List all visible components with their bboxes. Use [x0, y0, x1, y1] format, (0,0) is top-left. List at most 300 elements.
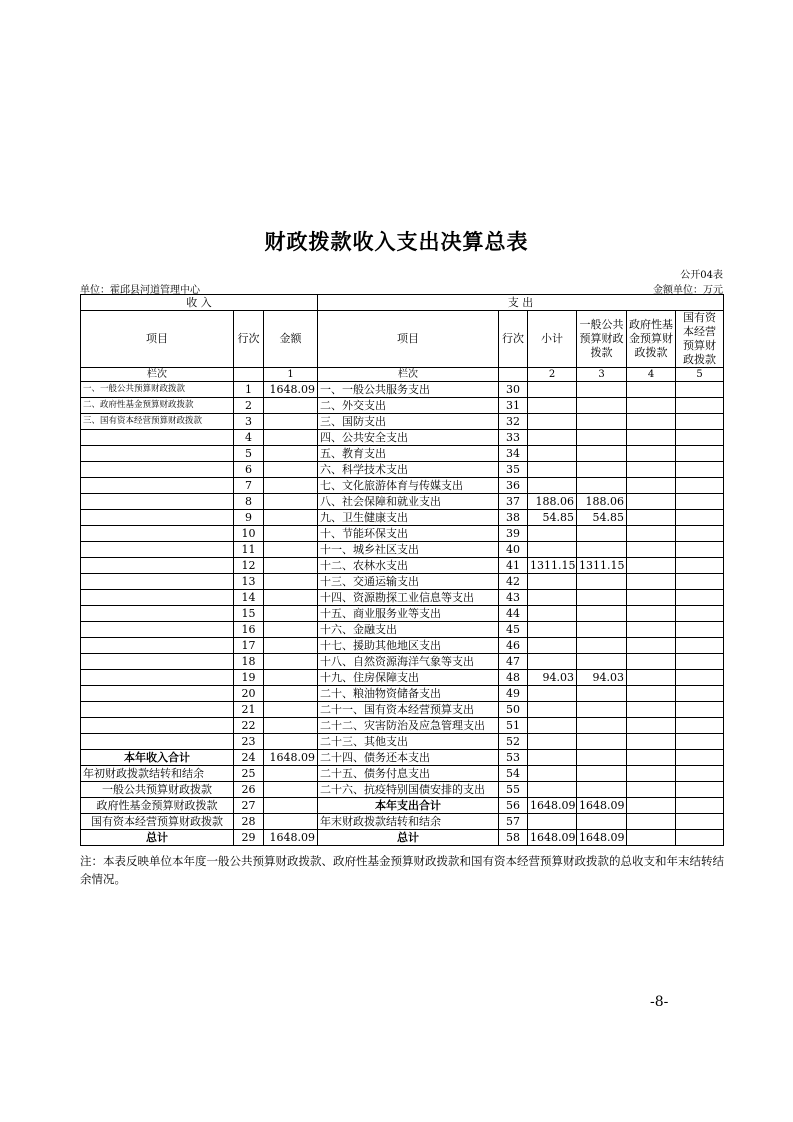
income-line-cell: 12: [234, 558, 264, 574]
subtotal-cell: [528, 686, 577, 702]
expense-item-cell: 十五、商业服务业等支出: [318, 606, 499, 622]
expense-line-cell: 33: [499, 430, 528, 446]
income-item-header: 项目: [81, 311, 234, 368]
general-budget-cell: 188.06: [577, 494, 627, 510]
table-row: [81, 382, 724, 398]
gov-fund-cell: [627, 606, 676, 622]
expense-item-cell: 总计: [318, 830, 499, 846]
income-item-cell: [81, 446, 234, 462]
expense-line-cell: 56: [499, 798, 528, 814]
subtotal-cell: [528, 702, 577, 718]
subtotal-cell: [528, 782, 577, 798]
gov-fund-cell: [627, 430, 676, 446]
gov-fund-cell: [627, 734, 676, 750]
income-line-cell: 4: [234, 430, 264, 446]
gov-fund-cell: [627, 654, 676, 670]
section-header-row: [81, 295, 724, 311]
expense-item-cell: 二十六、抗疫特别国债安排的支出: [318, 782, 499, 798]
general-budget-cell: 1648.09: [577, 798, 627, 814]
income-amount-cell: [264, 702, 318, 718]
income-item-cell: [81, 462, 234, 478]
expense-item-cell: 十二、农林水支出: [318, 558, 499, 574]
income-amount-cell: [264, 398, 318, 414]
expense-line-cell: 58: [499, 830, 528, 846]
income-amount-cell: [264, 574, 318, 590]
subtotal-cell: [528, 526, 577, 542]
state-capital-cell: [676, 382, 724, 398]
expense-item-header: 项目: [318, 311, 499, 368]
income-amount-cell: [264, 478, 318, 494]
general-budget-cell: [577, 542, 627, 558]
income-line-cell: 19: [234, 670, 264, 686]
gov-fund-cell: [627, 414, 676, 430]
state-capital-cell: [676, 670, 724, 686]
state-capital-cell: [676, 558, 724, 574]
expense-item-cell: 二十、粮油物资储备支出: [318, 686, 499, 702]
general-budget-cell: [577, 606, 627, 622]
expense-item-cell: 二十四、债务还本支出: [318, 750, 499, 766]
expense-item-cell: 四、公共安全支出: [318, 430, 499, 446]
expense-line-cell: 45: [499, 622, 528, 638]
gov-fund-cell: [627, 590, 676, 606]
table-row: [81, 430, 724, 446]
income-amount-header: 金额: [264, 311, 318, 368]
expense-item-cell: 十、节能环保支出: [318, 526, 499, 542]
general-budget-cell: [577, 382, 627, 398]
table-row: [81, 750, 724, 766]
state-capital-cell: [676, 462, 724, 478]
subtotal-cell: 1648.09: [528, 798, 577, 814]
income-item-cell: [81, 702, 234, 718]
expense-item-cell: 年末财政拨款结转和结余: [318, 814, 499, 830]
income-item-cell: [81, 478, 234, 494]
table-row: [81, 574, 724, 590]
income-item-cell: 本年收入合计: [81, 750, 234, 766]
income-item-cell: [81, 494, 234, 510]
income-amount-cell: [264, 526, 318, 542]
column-label: 栏次: [81, 368, 234, 382]
general-budget-cell: 54.85: [577, 510, 627, 526]
expense-section-header: 支 出: [318, 295, 724, 311]
subtotal-cell: 94.03: [528, 670, 577, 686]
income-item-cell: [81, 558, 234, 574]
general-budget-cell: [577, 414, 627, 430]
table-row: [81, 558, 724, 574]
column-number-row: [81, 368, 724, 382]
income-item-cell: 政府性基金预算财政拨款: [81, 798, 234, 814]
expense-line-cell: 49: [499, 686, 528, 702]
gov-fund-cell: [627, 798, 676, 814]
gov-fund-cell: [627, 766, 676, 782]
income-item-cell: [81, 542, 234, 558]
gov-fund-cell: [627, 558, 676, 574]
income-line-cell: 1: [234, 382, 264, 398]
subtotal-cell: 188.06: [528, 494, 577, 510]
subtotal-cell: [528, 606, 577, 622]
income-line-cell: 11: [234, 542, 264, 558]
general-budget-cell: [577, 734, 627, 750]
table-row: [81, 622, 724, 638]
expense-line-cell: 57: [499, 814, 528, 830]
gov-fund-cell: [627, 526, 676, 542]
expense-line-cell: 55: [499, 782, 528, 798]
table-row: [81, 638, 724, 654]
subtotal-cell: [528, 574, 577, 590]
state-capital-cell: [676, 414, 724, 430]
table-row: [81, 462, 724, 478]
table-row: [81, 654, 724, 670]
subtotal-cell: [528, 734, 577, 750]
state-capital-cell: [676, 590, 724, 606]
subtotal-cell: [528, 446, 577, 462]
income-item-cell: 总计: [81, 830, 234, 846]
expense-item-cell: 二十五、债务付息支出: [318, 766, 499, 782]
general-budget-cell: 1648.09: [577, 830, 627, 846]
income-item-cell: 年初财政拨款结转和结余: [81, 766, 234, 782]
income-line-cell: 27: [234, 798, 264, 814]
income-item-cell: [81, 606, 234, 622]
gov-fund-cell: [627, 462, 676, 478]
income-line-cell: 25: [234, 766, 264, 782]
subtotal-cell: [528, 398, 577, 414]
income-line-cell: 26: [234, 782, 264, 798]
income-amount-cell: [264, 462, 318, 478]
income-amount-cell: [264, 654, 318, 670]
gov-fund-cell: [627, 622, 676, 638]
gov-fund-cell: [627, 814, 676, 830]
column-number-blank: [499, 368, 528, 382]
income-item-cell: [81, 654, 234, 670]
subtotal-cell: [528, 718, 577, 734]
expense-line-cell: 51: [499, 718, 528, 734]
expense-item-cell: 二、外交支出: [318, 398, 499, 414]
gov-fund-cell: [627, 638, 676, 654]
expense-item-cell: 六、科学技术支出: [318, 462, 499, 478]
general-budget-cell: [577, 398, 627, 414]
income-amount-cell: [264, 446, 318, 462]
expense-line-cell: 50: [499, 702, 528, 718]
page-title: 财政拨款收入支出决算总表: [264, 230, 529, 254]
income-amount-cell: [264, 686, 318, 702]
table-row: [81, 510, 724, 526]
income-line-cell: 8: [234, 494, 264, 510]
subtotal-header: 小计: [528, 311, 577, 368]
expense-line-cell: 37: [499, 494, 528, 510]
subtotal-cell: 1648.09: [528, 830, 577, 846]
income-section-header: 收 入: [81, 295, 318, 311]
column-header-row: [81, 311, 724, 368]
subtotal-cell: 54.85: [528, 510, 577, 526]
table-note: 注：本表反映单位本年度一般公共预算财政拨款、政府性基金预算财政拨款和国有资本经营预算财政拨款的总收支和年末结转结余情况。: [80, 854, 724, 886]
expense-item-cell: 五、教育支出: [318, 446, 499, 462]
subtotal-cell: [528, 430, 577, 446]
gov-fund-cell: [627, 782, 676, 798]
expense-line-cell: 52: [499, 734, 528, 750]
expense-item-cell: 十六、金融支出: [318, 622, 499, 638]
subtotal-cell: [528, 654, 577, 670]
income-amount-cell: 1648.09: [264, 830, 318, 846]
expense-line-cell: 44: [499, 606, 528, 622]
gov-fund-cell: [627, 398, 676, 414]
subtotal-cell: [528, 382, 577, 398]
general-budget-header: 一般公共预算财政拨款: [577, 311, 627, 368]
expense-line-cell: 34: [499, 446, 528, 462]
income-line-cell: 6: [234, 462, 264, 478]
state-capital-cell: [676, 574, 724, 590]
income-amount-cell: [264, 622, 318, 638]
income-line-cell: 17: [234, 638, 264, 654]
general-budget-cell: 1311.15: [577, 558, 627, 574]
subtotal-cell: [528, 622, 577, 638]
income-line-cell: 29: [234, 830, 264, 846]
subtotal-cell: [528, 814, 577, 830]
state-capital-cell: [676, 510, 724, 526]
income-amount-cell: 1648.09: [264, 750, 318, 766]
general-budget-cell: [577, 782, 627, 798]
state-capital-cell: [676, 734, 724, 750]
general-budget-cell: [577, 446, 627, 462]
table-row: [81, 606, 724, 622]
general-budget-cell: [577, 574, 627, 590]
income-line-cell: 13: [234, 574, 264, 590]
state-capital-cell: [676, 798, 724, 814]
table-row: [81, 782, 724, 798]
table-row: [81, 670, 724, 686]
income-item-cell: [81, 638, 234, 654]
gov-fund-cell: [627, 830, 676, 846]
expense-item-cell: 九、卫生健康支出: [318, 510, 499, 526]
income-line-cell: 2: [234, 398, 264, 414]
income-line-header: 行次: [234, 311, 264, 368]
state-capital-cell: [676, 494, 724, 510]
column-number-5: 5: [676, 368, 724, 382]
income-item-cell: [81, 510, 234, 526]
subtotal-cell: [528, 638, 577, 654]
expense-item-cell: 二十一、国有资本经营预算支出: [318, 702, 499, 718]
state-capital-cell: [676, 430, 724, 446]
income-amount-cell: [264, 542, 318, 558]
general-budget-cell: [577, 462, 627, 478]
income-amount-cell: [264, 638, 318, 654]
income-line-cell: 20: [234, 686, 264, 702]
state-capital-cell: [676, 638, 724, 654]
income-item-cell: [81, 574, 234, 590]
state-capital-cell: [676, 702, 724, 718]
state-capital-cell: [676, 622, 724, 638]
general-budget-cell: [577, 766, 627, 782]
income-amount-cell: 1648.09: [264, 382, 318, 398]
state-capital-cell: [676, 606, 724, 622]
subtotal-cell: [528, 750, 577, 766]
income-item-cell: [81, 526, 234, 542]
subtotal-cell: [528, 462, 577, 478]
state-capital-cell: [676, 446, 724, 462]
general-budget-cell: [577, 814, 627, 830]
expense-item-cell: 七、文化旅游体育与传媒支出: [318, 478, 499, 494]
page-number: -8-: [650, 994, 669, 1010]
general-budget-cell: [577, 430, 627, 446]
general-budget-cell: [577, 702, 627, 718]
table-row: [81, 398, 724, 414]
gov-fund-cell: [627, 718, 676, 734]
column-number-blank: [234, 368, 264, 382]
general-budget-cell: [577, 750, 627, 766]
state-capital-cell: [676, 782, 724, 798]
column-number-4: 4: [627, 368, 676, 382]
general-budget-cell: [577, 654, 627, 670]
general-budget-cell: [577, 478, 627, 494]
expense-line-cell: 42: [499, 574, 528, 590]
table-row: [81, 798, 724, 814]
income-amount-cell: [264, 590, 318, 606]
expense-line-cell: 38: [499, 510, 528, 526]
gov-fund-cell: [627, 750, 676, 766]
subtotal-cell: [528, 542, 577, 558]
gov-fund-cell: [627, 702, 676, 718]
expense-item-cell: 三、国防支出: [318, 414, 499, 430]
gov-fund-cell: [627, 510, 676, 526]
table-row: [81, 478, 724, 494]
table-row: [81, 686, 724, 702]
form-code: 公开04表: [680, 270, 723, 281]
income-line-cell: 7: [234, 478, 264, 494]
state-capital-header: 国有资本经营预算财政拨款: [676, 311, 724, 368]
income-amount-cell: [264, 430, 318, 446]
income-item-cell: [81, 430, 234, 446]
expense-item-cell: 十七、援助其他地区支出: [318, 638, 499, 654]
table-row: [81, 446, 724, 462]
gov-fund-cell: [627, 574, 676, 590]
state-capital-cell: [676, 542, 724, 558]
income-line-cell: 22: [234, 718, 264, 734]
column-label-2: 栏次: [318, 368, 499, 382]
income-item-cell: [81, 686, 234, 702]
income-amount-cell: [264, 670, 318, 686]
income-line-cell: 5: [234, 446, 264, 462]
expense-line-cell: 36: [499, 478, 528, 494]
general-budget-cell: [577, 622, 627, 638]
table-row: [81, 542, 724, 558]
expense-item-cell: 十八、自然资源海洋气象等支出: [318, 654, 499, 670]
income-line-cell: 24: [234, 750, 264, 766]
expense-line-cell: 53: [499, 750, 528, 766]
gov-fund-cell: [627, 670, 676, 686]
table-row: [81, 814, 724, 830]
income-amount-cell: [264, 718, 318, 734]
expense-item-cell: 十一、城乡社区支出: [318, 542, 499, 558]
general-budget-cell: [577, 638, 627, 654]
table-row: [81, 702, 724, 718]
income-amount-cell: [264, 734, 318, 750]
income-amount-cell: [264, 766, 318, 782]
expense-line-cell: 47: [499, 654, 528, 670]
income-amount-cell: [264, 510, 318, 526]
state-capital-cell: [676, 398, 724, 414]
general-budget-cell: [577, 526, 627, 542]
expense-item-cell: 二十二、灾害防治及应急管理支出: [318, 718, 499, 734]
column-number-1: 1: [264, 368, 318, 382]
expense-line-cell: 31: [499, 398, 528, 414]
income-amount-cell: [264, 606, 318, 622]
income-amount-cell: [264, 558, 318, 574]
gov-fund-header: 政府性基金预算财政拨款: [627, 311, 676, 368]
income-amount-cell: [264, 782, 318, 798]
table-row: [81, 414, 724, 430]
expense-line-cell: 54: [499, 766, 528, 782]
expense-item-cell: 一、一般公共服务支出: [318, 382, 499, 398]
income-line-cell: 21: [234, 702, 264, 718]
column-number-2: 2: [528, 368, 577, 382]
income-amount-cell: [264, 494, 318, 510]
income-item-cell: [81, 670, 234, 686]
income-amount-cell: [264, 814, 318, 830]
income-line-cell: 3: [234, 414, 264, 430]
table-row: [81, 590, 724, 606]
general-budget-cell: [577, 590, 627, 606]
subtotal-cell: 1311.15: [528, 558, 577, 574]
subtotal-cell: [528, 766, 577, 782]
state-capital-cell: [676, 830, 724, 846]
state-capital-cell: [676, 526, 724, 542]
table-row: [81, 494, 724, 510]
expense-item-cell: 二十三、其他支出: [318, 734, 499, 750]
state-capital-cell: [676, 718, 724, 734]
income-line-cell: 14: [234, 590, 264, 606]
expense-line-cell: 39: [499, 526, 528, 542]
expense-line-cell: 32: [499, 414, 528, 430]
expense-item-cell: 八、社会保障和就业支出: [318, 494, 499, 510]
state-capital-cell: [676, 686, 724, 702]
income-item-cell: 三、国有资本经营预算财政拨款: [81, 414, 234, 430]
gov-fund-cell: [627, 382, 676, 398]
income-item-cell: 一、一般公共预算财政拨款: [81, 382, 234, 398]
state-capital-cell: [676, 478, 724, 494]
income-line-cell: 23: [234, 734, 264, 750]
subtotal-cell: [528, 478, 577, 494]
expense-item-cell: 十四、资源勘探工业信息等支出: [318, 590, 499, 606]
gov-fund-cell: [627, 686, 676, 702]
column-number-3: 3: [577, 368, 627, 382]
table-row: [81, 526, 724, 542]
income-line-cell: 16: [234, 622, 264, 638]
income-line-cell: 9: [234, 510, 264, 526]
expense-line-cell: 41: [499, 558, 528, 574]
expense-line-cell: 48: [499, 670, 528, 686]
income-line-cell: 28: [234, 814, 264, 830]
income-item-cell: [81, 590, 234, 606]
expense-line-cell: 35: [499, 462, 528, 478]
expense-line-cell: 43: [499, 590, 528, 606]
state-capital-cell: [676, 654, 724, 670]
table-row: [81, 734, 724, 750]
general-budget-cell: [577, 718, 627, 734]
state-capital-cell: [676, 750, 724, 766]
gov-fund-cell: [627, 542, 676, 558]
income-item-cell: 一般公共预算财政拨款: [81, 782, 234, 798]
income-item-cell: 国有资本经营预算财政拨款: [81, 814, 234, 830]
gov-fund-cell: [627, 494, 676, 510]
reporting-unit: 单位：霍邱县河道管理中心: [80, 285, 200, 296]
income-item-cell: [81, 622, 234, 638]
expense-item-cell: 十三、交通运输支出: [318, 574, 499, 590]
expense-line-cell: 46: [499, 638, 528, 654]
expense-line-cell: 40: [499, 542, 528, 558]
expense-line-header: 行次: [499, 311, 528, 368]
table-row: [81, 830, 724, 846]
amount-unit: 金额单位：万元: [653, 285, 723, 296]
table-row: [81, 718, 724, 734]
general-budget-cell: 94.03: [577, 670, 627, 686]
